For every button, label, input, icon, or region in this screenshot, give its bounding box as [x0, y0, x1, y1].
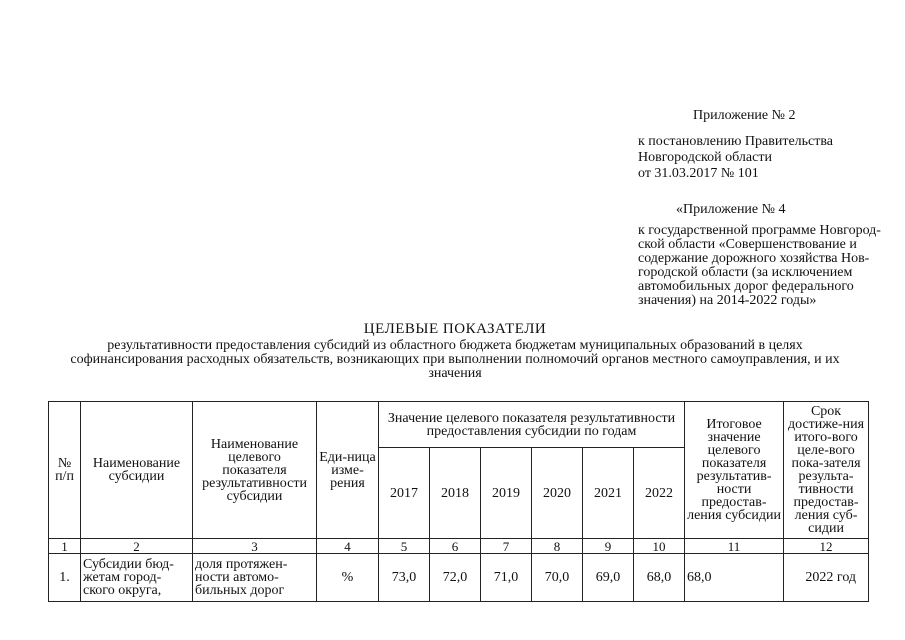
header-cell-year: 2022: [634, 448, 685, 539]
program-line: ской области «Совершенствование и: [638, 237, 857, 252]
header-cell-final: Итоговое значение целевого показателя результатив-ности предостав-ления субсидии: [685, 402, 784, 539]
row-no: 1.: [49, 554, 81, 602]
column-number: 7: [481, 539, 532, 554]
header-cell-year: 2019: [481, 448, 532, 539]
row-value: 68,0: [634, 554, 685, 602]
appendix-title: Приложение № 2: [693, 108, 796, 123]
column-number: 12: [784, 539, 869, 554]
indicators-table: [48, 401, 869, 602]
document-subtitle: результативности предоставления субсидий из областного бюджета бюджетам муниципальных образований в целях софинансирования расходных обязательств, возникающих при выполнении полномочий органов местного самоуправления, и их значения: [70, 338, 840, 381]
row-value: 72,0: [430, 554, 481, 602]
decree-line: от 31.03.2017 № 101: [638, 166, 759, 181]
header-cell-year: 2020: [532, 448, 583, 539]
table-row: [49, 554, 869, 602]
header-cell-year: 2017: [379, 448, 430, 539]
row-subsidy-name: Субсидии бюд-жетам город-ского округа,: [81, 554, 193, 602]
row-value: 69,0: [583, 554, 634, 602]
program-line: значения) на 2014-2022 годы»: [638, 293, 817, 308]
program-line: автомобильных дорог федерального: [638, 279, 854, 294]
column-number: 10: [634, 539, 685, 554]
header-cell-year: 2021: [583, 448, 634, 539]
header-cell-name: Наименование субсидии: [81, 402, 193, 539]
document-heading: [60, 322, 850, 381]
program-reference: [638, 223, 881, 308]
document-title: ЦЕЛЕВЫЕ ПОКАЗАТЕЛИ: [363, 321, 547, 337]
header-cell-no: № п/п: [49, 402, 81, 539]
column-number: 1: [49, 539, 81, 554]
header-cell-indicator: Наименование целевого показателя результативности субсидии: [193, 402, 317, 539]
program-line: к государственной программе Новгород-: [638, 223, 881, 238]
header-cell-year: 2018: [430, 448, 481, 539]
program-line: содержание дорожного хозяйства Нов-: [638, 251, 870, 266]
decree-line: к постановлению Правительства: [638, 134, 834, 149]
column-number: 2: [81, 539, 193, 554]
column-number-row: [49, 539, 869, 554]
row-value: 73,0: [379, 554, 430, 602]
column-number: 3: [193, 539, 317, 554]
column-number: 9: [583, 539, 634, 554]
program-line: городской области (за исключением: [638, 265, 853, 280]
header-cell-deadline: Срок достиже-ния итого-вого целе-вого пока-зателя результа-тивности предостав-ления суб-сидии: [784, 402, 869, 539]
row-indicator-name: доля протяжен-ности автомо-бильных дорог: [193, 554, 317, 602]
decree-reference: [638, 134, 833, 182]
row-value: 71,0: [481, 554, 532, 602]
row-value: 70,0: [532, 554, 583, 602]
decree-line: Новгородской области: [638, 150, 772, 165]
column-number: 5: [379, 539, 430, 554]
row-unit: %: [317, 554, 379, 602]
header-cell-unit: Еди-ница изме-рения: [317, 402, 379, 539]
header-cell-values-group: Значение целевого показателя результативности предоставления субсидии по годам: [379, 402, 685, 448]
row-final-value: 68,0: [685, 554, 784, 602]
column-number: 4: [317, 539, 379, 554]
row-deadline: 2022 год: [784, 554, 869, 602]
column-number: 6: [430, 539, 481, 554]
appendix4-title: «Приложение № 4: [676, 202, 786, 217]
column-number: 11: [685, 539, 784, 554]
column-number: 8: [532, 539, 583, 554]
